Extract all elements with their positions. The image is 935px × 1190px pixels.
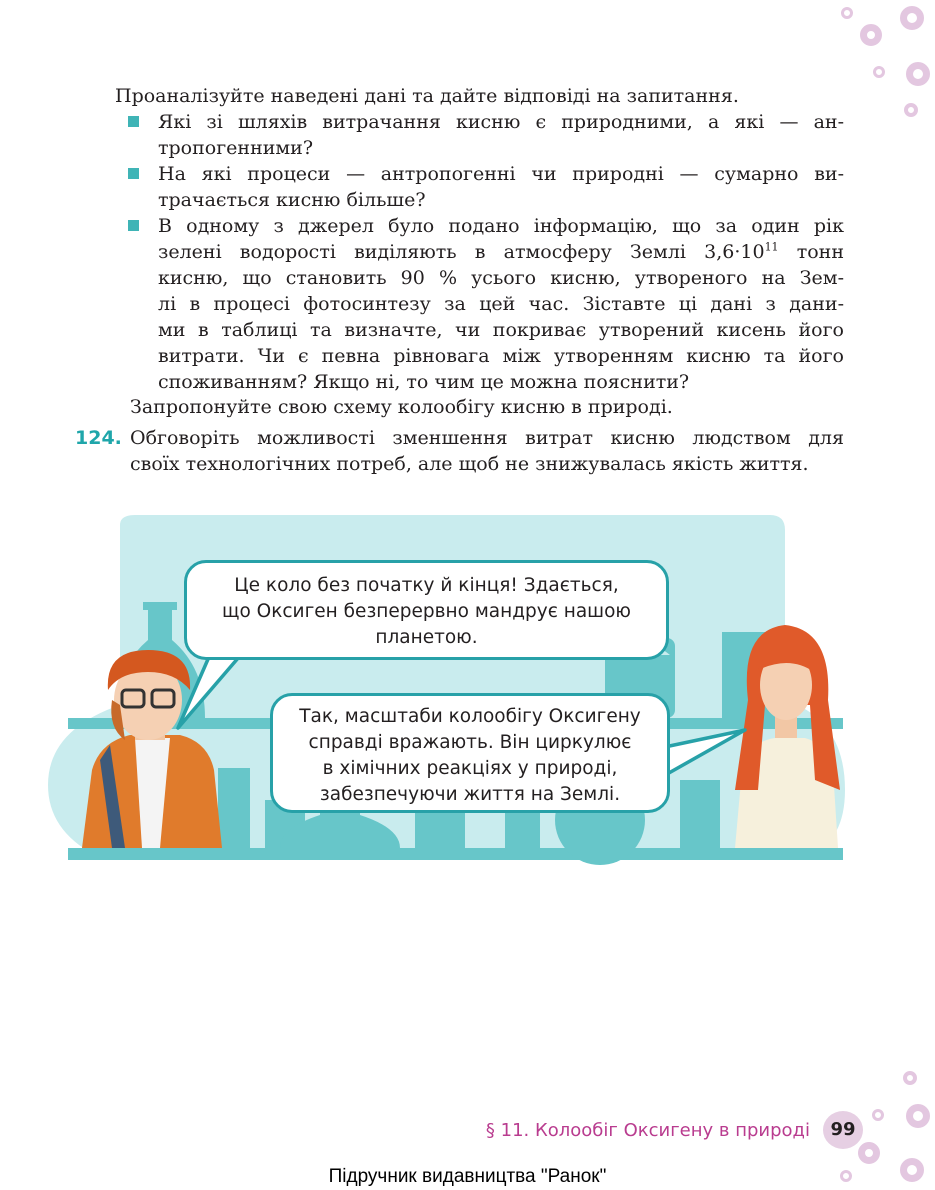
decor-circle-icon (903, 1071, 917, 1085)
text-fragment: тонн (778, 241, 844, 263)
decor-circle-icon (872, 1109, 884, 1121)
section-title: § 11. Колообіг Оксигену в природі (485, 1120, 810, 1141)
text-line: своїх технологічних потреб, але щоб не знижувалась якість життя. (130, 453, 809, 475)
speech-line: забезпечуючи життя на Землі. (319, 784, 621, 805)
text-line: кисню, що становить 90 % усього кисню, утвореного на Зем- (158, 267, 844, 289)
speech-line: в хімічних реакціях у природі, (322, 758, 618, 779)
task-number: 124. (75, 427, 122, 449)
text-line: ми в таблиці та визначте, чи покриває утворений кисень його (158, 319, 844, 341)
flask-rim (143, 602, 177, 610)
text-line: тропогенними? (158, 137, 314, 159)
decor-circle-icon (858, 1142, 880, 1164)
speech-line: Так, масштаби колообігу Оксигену (299, 706, 641, 727)
publisher-note: Підручник видавництва "Ранок" (328, 1166, 607, 1187)
speech-bubble-boy (184, 560, 669, 660)
text-line: На які процеси — антропогенні чи природні — сумарно ви- (158, 163, 844, 185)
speech-line: справді вражають. Він циркулює (308, 732, 632, 753)
exponent: 11 (764, 240, 779, 254)
text-line: трачається кисню більше? (158, 189, 426, 211)
decor-circle-icon (906, 1104, 930, 1128)
speech-line: планетою. (375, 627, 478, 648)
cylinder-icon (218, 768, 250, 848)
page-number: 99 (823, 1111, 863, 1149)
text-line: витрати. Чи є певна рівновага між утворенням кисню та його (158, 345, 844, 367)
text-line: В одному з джерел було подано інформацію, що за один рік (158, 215, 844, 237)
text-fragment: зелені водорості виділяють в атмосферу Землі 3,6·10 (158, 241, 765, 263)
text-line: Які зі шляхів витрачання кисню є природними, а які — ан- (158, 111, 844, 133)
cylinder-right-icon (680, 780, 720, 848)
girl-character (735, 625, 840, 848)
speech-line: Це коло без початку й кінця! Здається, (234, 575, 619, 596)
lower-shelf (68, 848, 843, 860)
text-line: споживанням? Якщо ні, то чим це можна пояснити? (158, 371, 690, 393)
text-line: лі в процесі фотосинтезу за цей час. Зіставте ці дані з дани- (158, 293, 844, 315)
proposal-text: Запропонуйте свою схему колообігу кисню в природі. (130, 396, 673, 418)
speech-bubble-girl (270, 693, 670, 813)
speech-line: що Оксиген безперервно мандрує нашою (222, 601, 631, 622)
intro-text: Проаналізуйте наведені дані та дайте відповіді на запитання. (115, 85, 739, 107)
text-line: Обговоріть можливості зменшення витрат кисню людством для (130, 427, 844, 449)
